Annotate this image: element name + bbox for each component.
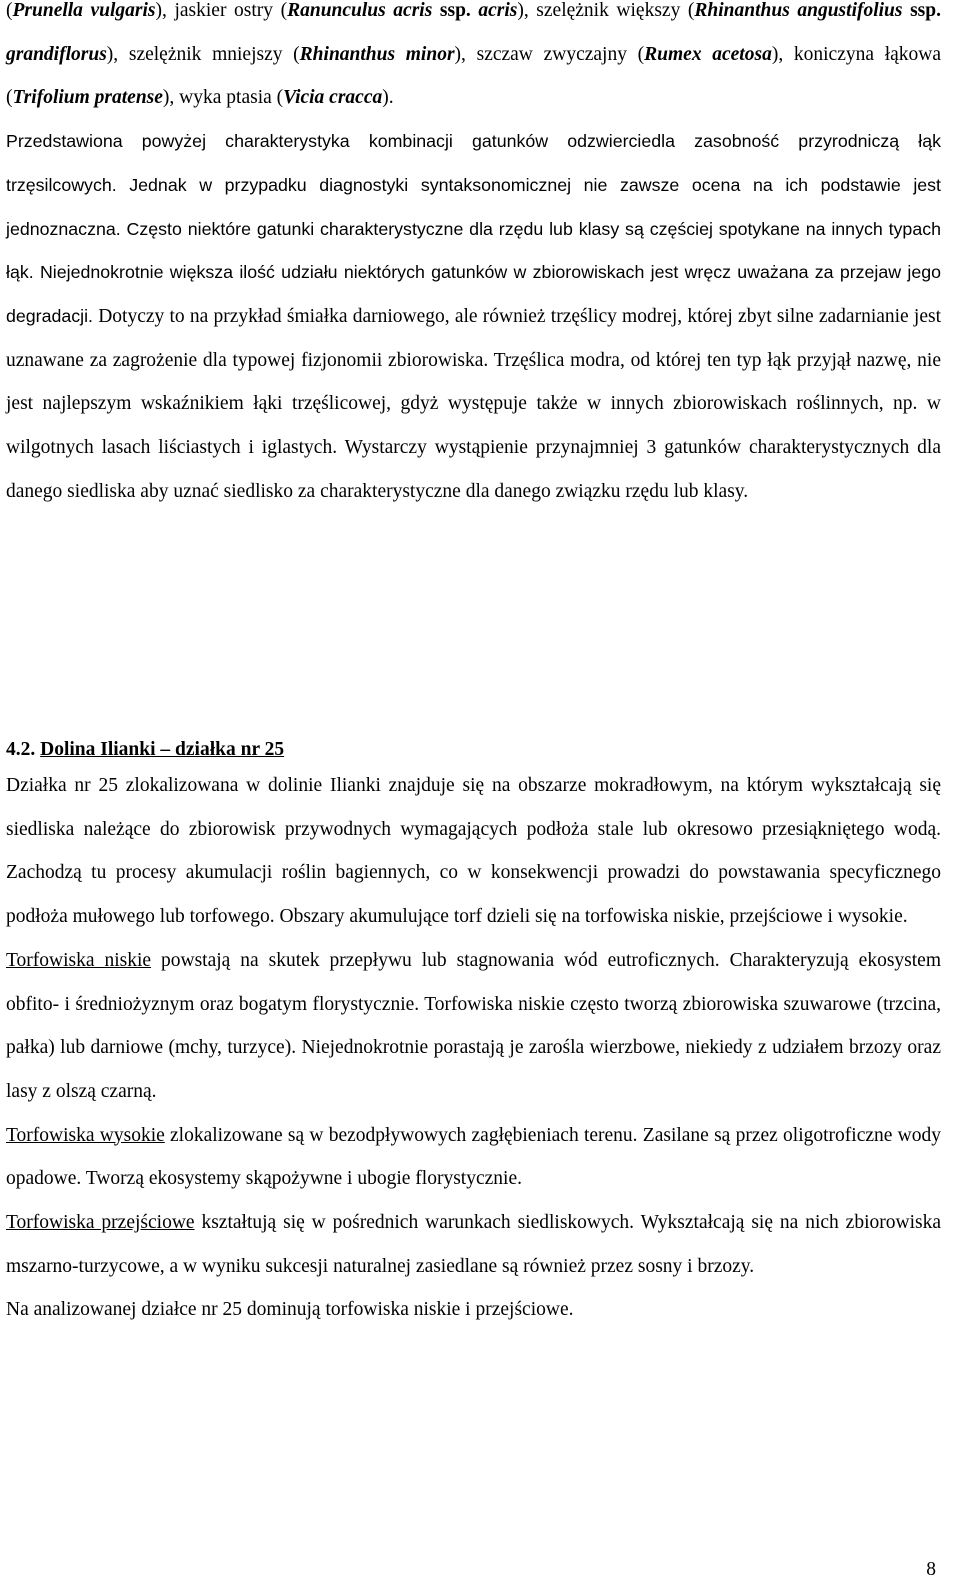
section-paragraph-3: [6, 1114, 941, 1201]
paragraph-text: powstają na skutek przepływu lub stagnowania wód eutroficznych. Charakteryzują ekosystem obfito- i średniożyznym oraz bogatym florystycznie. Torfowiska niskie często tworzą zbiorowiska szuwarowe (trzcina, pałka) lub darniowe (mchy, turzyce). Niejednokrotnie porastają je zarośla wierzbowe, niekiedy z udziałem brzozy oraz lasy z olszą czarną.: [6, 949, 941, 1102]
species-list-segment: ), koniczyna łąkowa (: [6, 43, 942, 109]
species-list-segment: ), szelężnik mniejszy (: [106, 43, 300, 65]
species-list-segment: Trifolium pratense: [12, 87, 163, 109]
section-paragraph-5: [6, 1288, 941, 1332]
species-list-segment: ), wyka ptasia (: [162, 87, 284, 109]
section-paragraph-4: [6, 1201, 941, 1288]
paragraph-text: Na analizowanej działce nr 25 dominują torfowiska niskie i przejściowe.: [6, 1299, 574, 1321]
species-list-segment: ), szelężnik większy (: [517, 0, 695, 21]
species-list-segment: Rhinanthus angustifolius: [694, 0, 903, 21]
species-list-segment: ).: [382, 87, 394, 109]
term-low-peatland: Torfowiska niskie: [6, 949, 152, 971]
species-list-segment: acris: [478, 0, 518, 21]
term-high-peatland: Torfowiska wysokie: [6, 1124, 165, 1146]
section-title: Dolina Ilianki – działka nr 25: [40, 739, 285, 760]
species-list-segment: Vicia cracca: [283, 87, 383, 109]
page-number: 8: [926, 1559, 936, 1580]
species-list-segment: ), szczaw zwyczajny (: [454, 43, 645, 65]
sans-text-segment: Przedstawiona powyżej charakterystyka kombinacji gatunków odzwierciedla zasobność przyrodniczą łąk trzęsilcowych. Jednak w przypadku diagnostyki syntaksonomicznej nie zawsze ocena na ich podstawie jest jednoznaczna. Często niektóre gatunki charakterystyczne dla rzędu lub klasy są częściej spotykane na innych typach łąk. Niejednokrotnie większa ilość udziału niektórych gatunków w zbiorowiskach jest wręcz uważana za przejaw jego degradacji.: [6, 131, 941, 326]
species-list-segment: grandiflorus: [6, 43, 107, 65]
paragraph-text: Działka nr 25 zlokalizowana w dolinie Ilianki znajduje się na obszarze mokradłowym, na którym wykształcają się siedliska należące do zbiorowisk przywodnych wymagających podłoża stale lub okresowo przesiąkniętego wodą. Zachodzą tu procesy akumulacji roślin bagiennych, co w konsekwencji prowadzi do powstawania specyficznego podłoża mułowego lub torfowego. Obszary akumulujące torf dzieli się na torfowiska niskie, przejściowe i wysokie.: [6, 775, 941, 928]
section-body: [6, 764, 941, 1332]
species-list-segment: Rhinanthus minor: [299, 43, 455, 65]
document-page: [6, 0, 941, 513]
species-list-segment: Ranunculus acris: [287, 0, 433, 21]
species-list-segment: ssp.: [902, 0, 941, 21]
section-paragraph-1: [6, 764, 941, 939]
species-list-segment: Rumex acetosa: [644, 43, 772, 65]
term-transitional-peatland: Torfowiska przejściowe: [6, 1212, 195, 1234]
species-list-segment: (: [6, 0, 13, 21]
species-list-segment: ), jaskier ostry (: [155, 0, 288, 21]
paragraph-text: kształtują się w pośrednich warunkach siedliskowych. Wykształcają się na nich zbiorowiska mszarno-turzycowe, a w wyniku sukcesji naturalnej zasiedlane są również przez sosny i brzozy.: [6, 1212, 941, 1277]
species-list-segment: Prunella vulgaris: [12, 0, 156, 21]
species-list-segment: ssp.: [432, 0, 479, 21]
section-paragraph-2: [6, 939, 941, 1114]
serif-text-segment: Dotyczy to na przykład śmiałka darniowego, ale również trzęślicy modrej, której zbyt silne zadarnianie jest uznawane za zagrożenie dla typowej fizjonomii zbiorowiska. Trzęślica modra, od której ten typ łąk przyjął nazwę, nie jest najlepszym wskaźnikiem łąki trzęślicowej, gdyż występuje także w innych zbiorowiskach roślinnych, np. w wilgotnych lasach liściastych i iglastych. Wystarczy wystąpienie przynajmniej 3 gatunków charakterystycznych dla danego siedliska aby uznać siedlisko za charakterystyczne dla danego związku rzędu lub klasy.: [6, 305, 941, 502]
characteristics-paragraph: [6, 120, 941, 513]
species-list-paragraph: [6, 0, 941, 120]
section-number: 4.2.: [6, 739, 36, 760]
paragraph-text: zlokalizowane są w bezodpływowych zagłębieniach terenu. Zasilane są przez oligotroficzne wody opadowe. Tworzą ekosystemy skąpożywne i ubogie florystycznie.: [6, 1124, 941, 1190]
